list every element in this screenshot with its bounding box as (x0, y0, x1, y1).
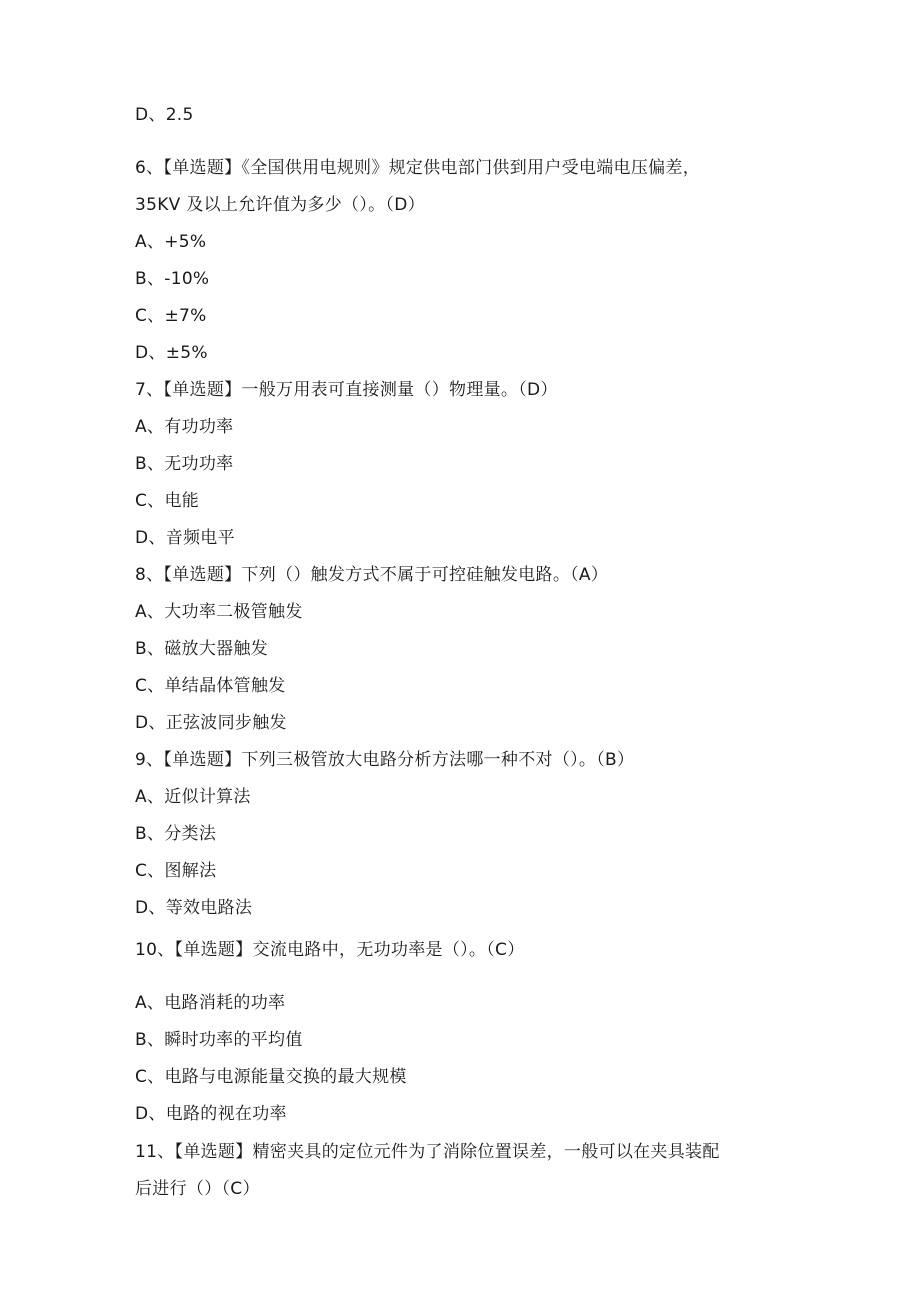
q7-option-a: A、有功功率 (135, 417, 234, 437)
q10-option-b: B、瞬时功率的平均值 (135, 1030, 303, 1050)
q6-option-b: B、-10% (135, 269, 210, 289)
q6-option-a: A、+5% (135, 232, 207, 252)
q7-option-d: D、音频电平 (135, 528, 235, 548)
q11-stem-line2: 后进行（）（C） (135, 1179, 260, 1199)
q9-option-b: B、分类法 (135, 824, 217, 844)
q8-option-b: B、磁放大器触发 (135, 639, 269, 659)
q6-stem-line1: 6、【单选题】《全国供用电规则》规定供电部门供到用户受电端电压偏差， (135, 158, 701, 178)
q10-option-d: D、电路的视在功率 (135, 1104, 287, 1124)
q10-stem: 10、【单选题】交流电路中，无功功率是（）。（C） (135, 940, 525, 960)
q10-option-c: C、电路与电源能量交换的最大规模 (135, 1067, 407, 1087)
q10-option-a: A、电路消耗的功率 (135, 993, 286, 1013)
q7-option-b: B、无功功率 (135, 454, 234, 474)
q8-option-a: A、大功率二极管触发 (135, 602, 303, 622)
q9-stem: 9、【单选题】下列三极管放大电路分析方法哪一种不对（）。（B） (135, 750, 635, 770)
q5-option-d: D、2.5 (135, 105, 194, 125)
q7-stem: 7、【单选题】一般万用表可直接测量（）物理量。（D） (135, 380, 558, 400)
q9-option-a: A、近似计算法 (135, 787, 251, 807)
q6-stem-line2: 35KV 及以上允许值为多少（）。（D） (135, 195, 425, 215)
q8-option-d: D、正弦波同步触发 (135, 713, 287, 733)
q8-stem: 8、【单选题】下列（）触发方式不属于可控硅触发电路。（A） (135, 565, 609, 585)
q8-option-c: C、单结晶体管触发 (135, 676, 286, 696)
q6-option-c: C、±7% (135, 306, 207, 326)
q9-option-c: C、图解法 (135, 861, 217, 881)
q7-option-c: C、电能 (135, 491, 200, 511)
q11-stem-line1: 11、【单选题】精密夹具的定位元件为了消除位置误差，一般可以在夹具装配 (135, 1142, 720, 1162)
q9-option-d: D、等效电路法 (135, 898, 253, 918)
q6-option-d: D、±5% (135, 343, 208, 363)
